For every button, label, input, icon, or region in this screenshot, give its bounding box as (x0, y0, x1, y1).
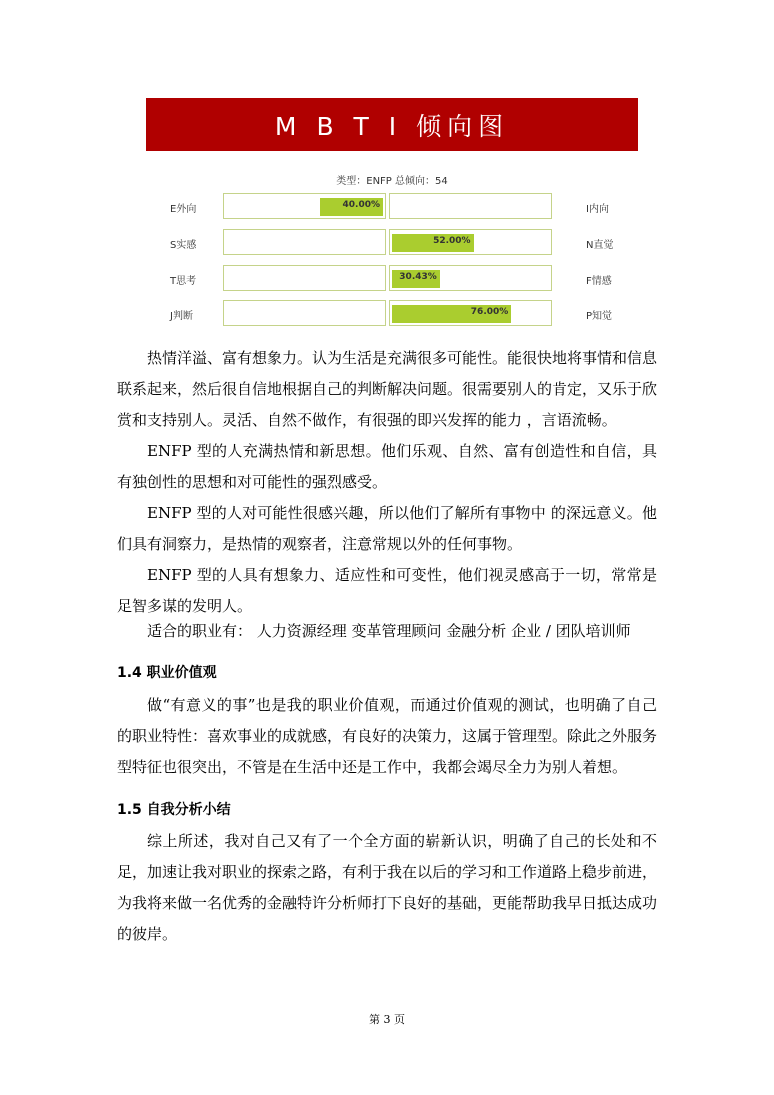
mbti-bar-value: 52.00% (433, 236, 471, 246)
mbti-bar-value: 76.00% (470, 307, 509, 317)
mbti-banner (146, 98, 638, 151)
mbti-left-label: E外向 (170, 204, 197, 215)
paragraph-intro: 热情洋溢、富有想象力。认为生活是充满很多可能性。能很快地将事情和信息联系起来，然后很自信地根据自己的判断解决问题。很需要别人的肯定，又乐于欣赏和支持别人。灵活、自然不做作，有很强的即兴发挥的能力 ，言语流畅。 (117, 349, 658, 429)
mbti-bar-fill (320, 198, 383, 216)
mbti-banner-title: M B T I 倾向图 (274, 111, 510, 141)
paragraph-enfp-1: ENFP 型的人充满热情和新思想。他们乐观、自然、富有创造性和自信，具有独创性的思想和对可能性的强烈感受。 (117, 442, 657, 491)
mbti-bar-box-left (223, 300, 386, 326)
paragraph-values: 做“有意义的事”也是我的职业价值观，而通过价值观的测试，也明确了自己的职业特性：喜欢事业的成就感，有良好的决策力，这属于管理型。除此之外服务型特征也很突出，不管是在生活中还是工作中，我都会竭尽全力为别人着想。 (117, 696, 658, 776)
page-number: 第 3 页 (369, 1013, 405, 1026)
mbti-bar-box-right (389, 193, 552, 219)
mbti-row (140, 193, 650, 221)
mbti-bar-box-right (389, 300, 552, 326)
mbti-row (140, 265, 650, 293)
mbti-bar-fill (392, 305, 511, 323)
mbti-right-label: N直觉 (586, 240, 614, 251)
mbti-left-label: S实感 (170, 240, 197, 251)
mbti-bar-box-left (223, 229, 386, 255)
mbti-subtitle: 类型：ENFP 总倾向：54 (336, 176, 448, 187)
mbti-left-label: T思考 (170, 276, 197, 287)
mbti-bar-value: 40.00% (342, 200, 380, 210)
mbti-right-label: F情感 (586, 276, 612, 287)
mbti-right-label: P知觉 (586, 311, 613, 322)
mbti-left-label: J判断 (170, 311, 193, 322)
mbti-bar-fill (392, 270, 440, 288)
mbti-bar-box-left (223, 193, 386, 219)
paragraph-enfp-3: ENFP 型的人具有想象力、适应性和可变性，他们视灵感高于一切，常常是足智多谋的发明人。 (117, 566, 657, 615)
mbti-bar-box-right (389, 229, 552, 255)
mbti-bar-box-right (389, 265, 552, 291)
section-heading-1-4: 1.4 职业价值观 (117, 665, 217, 681)
mbti-bar-fill (392, 234, 474, 252)
mbti-row (140, 300, 650, 328)
paragraph-summary: 综上所述，我对自己又有了一个全方面的崭新认识，明确了自己的长处和不足，加速让我对职业的探索之路，有利于我在以后的学习和工作道路上稳步前进，为我将来做一名优秀的金融特许分析师打下良好的基础，更能帮助我早日抵达成功的彼岸。 (117, 832, 658, 943)
paragraph-careers: 适合的职业有： 人力资源经理 变革管理顾问 金融分析 企业 / 团队培训师 (147, 622, 631, 640)
mbti-bar-box-left (223, 265, 386, 291)
mbti-right-label: I内向 (586, 204, 609, 215)
section-heading-1-5: 1.5 自我分析小结 (117, 802, 231, 818)
mbti-row (140, 229, 650, 257)
mbti-bar-value: 30.43% (399, 272, 437, 282)
paragraph-enfp-2: ENFP 型的人对可能性很感兴趣，所以他们了解所有事物中 的深远意义。他们具有洞察力，是热情的观察者，注意常规以外的任何事物。 (117, 504, 657, 553)
